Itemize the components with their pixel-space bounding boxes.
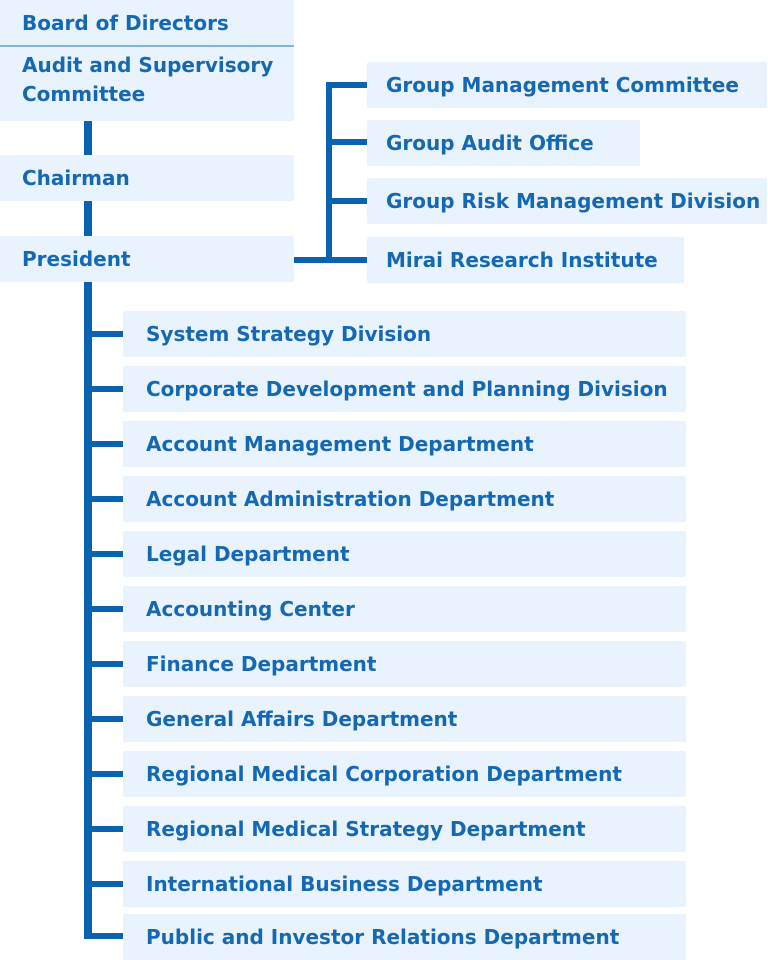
division-box <box>123 421 686 467</box>
division-label: Corporate Development and Planning Division <box>146 377 668 401</box>
division-label: Account Administration Department <box>146 487 555 511</box>
division-box <box>123 476 686 522</box>
board-of-directors-label: Board of Directors <box>22 11 229 35</box>
division-box <box>123 806 686 852</box>
division-box <box>123 751 686 797</box>
division-box <box>123 914 686 960</box>
division-label: Accounting Center <box>146 597 355 621</box>
connector-division-5 <box>84 551 123 557</box>
connector-division-12 <box>84 933 123 939</box>
connector-division-6 <box>84 606 123 612</box>
division-box <box>123 311 686 357</box>
group-unit-label: Group Risk Management Division <box>386 189 761 213</box>
connector-chairman-president <box>84 201 92 236</box>
division-label: Finance Department <box>146 652 377 676</box>
division-box <box>123 586 686 632</box>
connector-division-3 <box>84 441 123 447</box>
group-audit-office-box <box>367 120 640 166</box>
audit-committee-box <box>0 47 294 121</box>
group-unit-label: Group Audit Office <box>386 131 594 155</box>
connector-division-4 <box>84 496 123 502</box>
connector-division-11 <box>84 881 123 887</box>
connector-audit-chairman <box>84 121 92 155</box>
connector-division-7 <box>84 661 123 667</box>
division-box <box>123 861 686 907</box>
group-risk-management-box <box>367 178 767 224</box>
connector-group-trunk <box>326 82 332 263</box>
connector-division-9 <box>84 771 123 777</box>
division-box <box>123 531 686 577</box>
division-box <box>123 366 686 412</box>
connector-group-1 <box>326 82 367 88</box>
group-unit-label: Group Management Committee <box>386 73 739 97</box>
division-label: Regional Medical Strategy Department <box>146 817 586 841</box>
division-label: Legal Department <box>146 542 350 566</box>
chairman-label: Chairman <box>22 166 130 190</box>
division-box <box>123 641 686 687</box>
division-label: General Affairs Department <box>146 707 458 731</box>
audit-committee-label: Audit and Supervisory Committee <box>22 53 274 106</box>
mirai-research-institute-box <box>367 237 684 283</box>
division-label: Public and Investor Relations Department <box>146 925 620 949</box>
division-label: Regional Medical Corporation Department <box>146 762 622 786</box>
division-label: Account Management Department <box>146 432 534 456</box>
connector-group-3 <box>326 198 367 204</box>
connector-division-2 <box>84 386 123 392</box>
president-label: President <box>22 247 131 271</box>
connector-division-10 <box>84 826 123 832</box>
chairman-box <box>0 155 294 201</box>
group-unit-label: Mirai Research Institute <box>386 248 658 272</box>
division-label: System Strategy Division <box>146 322 432 346</box>
board-of-directors-box <box>0 0 294 46</box>
connector-group-2 <box>326 139 367 145</box>
connector-division-1 <box>84 331 123 337</box>
division-box <box>123 696 686 742</box>
connector-division-8 <box>84 716 123 722</box>
connector-group-4 <box>326 257 367 263</box>
division-label: International Business Department <box>146 872 543 896</box>
group-management-committee-box <box>367 62 767 108</box>
president-box <box>0 236 294 282</box>
